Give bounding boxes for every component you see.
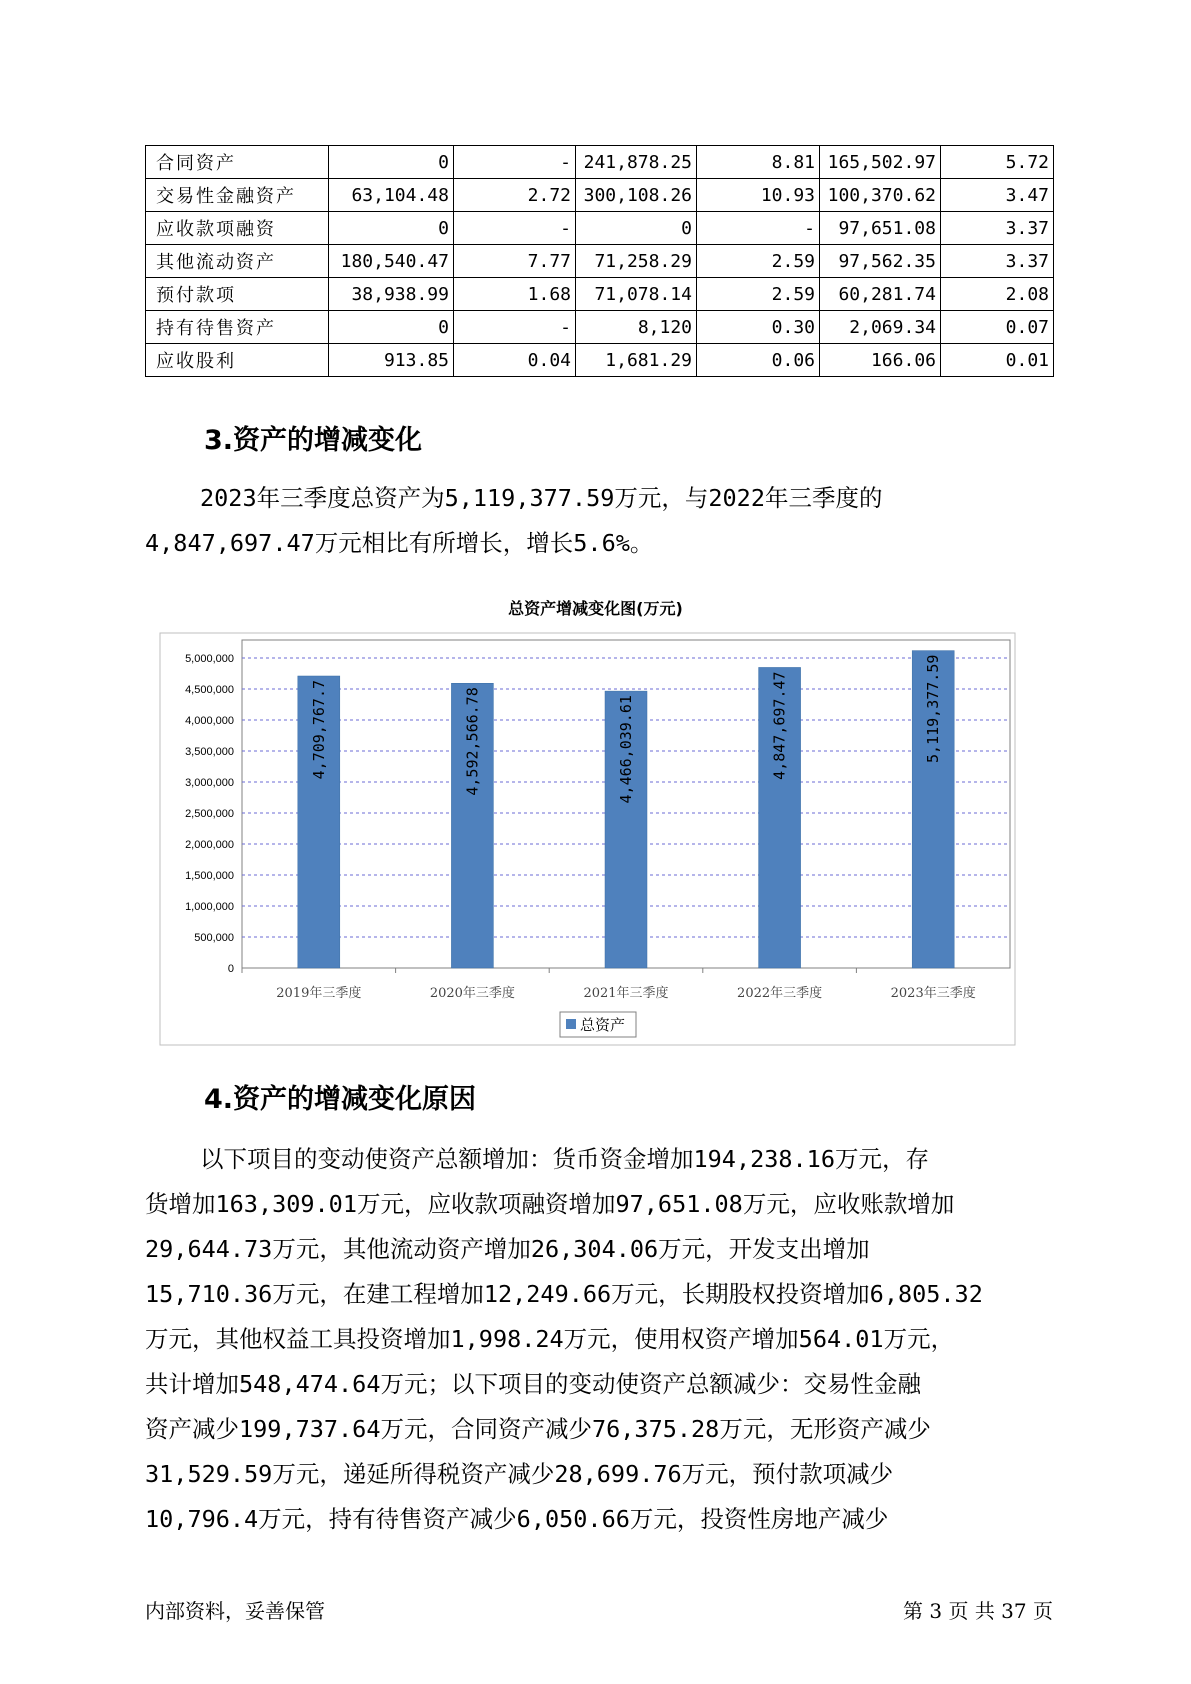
legend-swatch — [566, 1019, 576, 1029]
cell-c6: 2.08 — [941, 278, 1054, 311]
cell-c6: 3.47 — [941, 179, 1054, 212]
bar-data-label: 4,847,697.47 — [770, 671, 789, 780]
cell-c2: - — [454, 146, 576, 179]
cell-c2: 2.72 — [454, 179, 576, 212]
y-tick-label: 5,000,000 — [185, 653, 234, 665]
cell-c5: 165,502.97 — [820, 146, 941, 179]
cell-c5: 97,651.08 — [820, 212, 941, 245]
x-tick-label: 2022年三季度 — [737, 986, 823, 1001]
y-tick-label: 2,000,000 — [185, 839, 234, 851]
cell-c5: 166.06 — [820, 344, 941, 377]
y-tick-label: 500,000 — [194, 932, 234, 944]
section4-line-2: 货增加163,309.01万元，应收款项融资增加97,651.08万元，应收账款增加 — [145, 1190, 955, 1218]
cell-c3: 8,120 — [576, 311, 697, 344]
section4-line-6: 共计增加548,474.64万元；以下项目的变动使资产总额减少：交易性金融 — [145, 1370, 921, 1398]
cell-c1: 0 — [329, 311, 454, 344]
cell-c6: 5.72 — [941, 146, 1054, 179]
y-tick-label: 0 — [227, 963, 234, 975]
row-label: 应收款项融资 — [146, 212, 329, 245]
section4-line-8: 31,529.59万元，递延所得税资产减少28,699.76万元，预付款项减少 — [145, 1460, 894, 1488]
cell-c5: 2,069.34 — [820, 311, 941, 344]
cell-c2: 7.77 — [454, 245, 576, 278]
cell-c2: 0.04 — [454, 344, 576, 377]
cell-c3: 241,878.25 — [576, 146, 697, 179]
cell-c3: 1,681.29 — [576, 344, 697, 377]
row-label: 持有待售资产 — [146, 311, 329, 344]
row-label: 交易性金融资产 — [146, 179, 329, 212]
cell-c6: 0.01 — [941, 344, 1054, 377]
x-tick-label: 2023年三季度 — [890, 986, 976, 1001]
y-tick-label: 3,500,000 — [185, 746, 234, 758]
bar-data-label: 4,709,767.7 — [309, 679, 328, 780]
x-tick-label: 2020年三季度 — [429, 986, 515, 1001]
y-tick-label: 2,500,000 — [185, 808, 234, 820]
cell-c4: 0.06 — [697, 344, 820, 377]
legend-label: 总资产 — [580, 1016, 626, 1034]
x-tick-label: 2021年三季度 — [583, 986, 669, 1001]
cell-c1: 180,540.47 — [329, 245, 454, 278]
cell-c2: 1.68 — [454, 278, 576, 311]
y-tick-label: 4,500,000 — [185, 684, 234, 696]
cell-c3: 71,078.14 — [576, 278, 697, 311]
cell-c2: - — [454, 311, 576, 344]
cell-c5: 60,281.74 — [820, 278, 941, 311]
y-tick-label: 1,500,000 — [185, 870, 234, 882]
section4-line-1: 以下项目的变动使资产总额增加：货币资金增加194,238.16万元，存 — [200, 1145, 929, 1173]
y-tick-label: 4,000,000 — [185, 715, 234, 727]
section4-line-4: 15,710.36万元，在建工程增加12,249.66万元，长期股权投资增加6,805.32 — [145, 1280, 983, 1308]
cell-c4: 10.93 — [697, 179, 820, 212]
section4-line-9: 10,796.4万元，持有待售资产减少6,050.66万元，投资性房地产减少 — [145, 1505, 889, 1533]
row-label: 其他流动资产 — [146, 245, 329, 278]
section3-line-1: 2023年三季度总资产为5,119,377.59万元，与2022年三季度的 — [200, 484, 883, 512]
cell-c1: 38,938.99 — [329, 278, 454, 311]
bar-data-label: 4,466,039.61 — [617, 695, 635, 804]
x-tick-label: 2019年三季度 — [276, 986, 362, 1001]
cell-c1: 0 — [329, 212, 454, 245]
bar-data-label: 4,592,566.78 — [463, 687, 482, 796]
section3-heading: 3.资产的增减变化 — [204, 425, 423, 456]
cell-c4: 0.30 — [697, 311, 820, 344]
cell-c6: 0.07 — [941, 311, 1054, 344]
cell-c3: 300,108.26 — [576, 179, 697, 212]
row-label: 合同资产 — [146, 146, 329, 179]
chart-title: 总资产增减变化图(万元) — [508, 599, 683, 618]
footer-page-number: 第 3 页 共 37 页 — [903, 1599, 1053, 1623]
row-label: 预付款项 — [146, 278, 329, 311]
cell-c5: 97,562.35 — [820, 245, 941, 278]
cell-c3: 0 — [576, 212, 697, 245]
cell-c4: - — [697, 212, 820, 245]
y-tick-label: 1,000,000 — [185, 901, 234, 913]
section4-line-7: 资产减少199,737.64万元，合同资产减少76,375.28万元，无形资产减少 — [145, 1415, 931, 1443]
footer-left: 内部资料，妥善保管 — [145, 1599, 325, 1623]
section4-heading: 4.资产的增减变化原因 — [204, 1084, 477, 1115]
cell-c5: 100,370.62 — [820, 179, 941, 212]
cell-c1: 63,104.48 — [329, 179, 454, 212]
cell-c1: 913.85 — [329, 344, 454, 377]
row-label: 应收股利 — [146, 344, 329, 377]
section4-line-5: 万元，其他权益工具投资增加1,998.24万元，使用权资产增加564.01万元， — [145, 1325, 955, 1353]
bar-data-label: 5,119,377.59 — [924, 654, 943, 763]
cell-c1: 0 — [329, 146, 454, 179]
cell-c4: 2.59 — [697, 245, 820, 278]
cell-c4: 8.81 — [697, 146, 820, 179]
cell-c6: 3.37 — [941, 212, 1054, 245]
section4-line-3: 29,644.73万元，其他流动资产增加26,304.06万元，开发支出增加 — [145, 1235, 870, 1263]
cell-c6: 3.37 — [941, 245, 1054, 278]
y-tick-label: 3,000,000 — [185, 777, 234, 789]
cell-c2: - — [454, 212, 576, 245]
cell-c3: 71,258.29 — [576, 245, 697, 278]
cell-c4: 2.59 — [697, 278, 820, 311]
section3-line-2: 4,847,697.47万元相比有所增长，增长5.6%。 — [145, 529, 654, 557]
